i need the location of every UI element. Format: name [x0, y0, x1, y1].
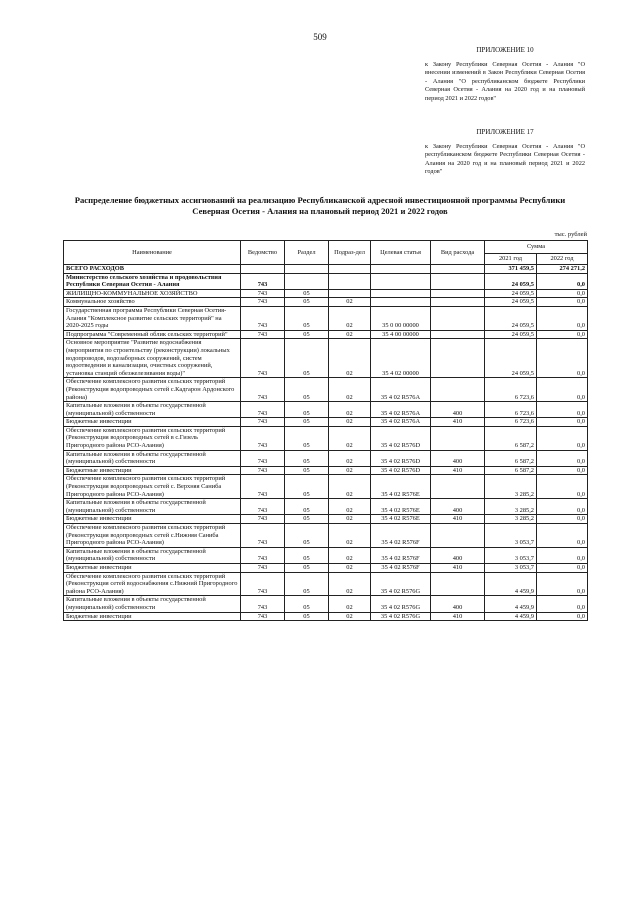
cell-target: 35 4 02 R576G: [371, 596, 431, 612]
cell-sec: [285, 265, 329, 274]
cell-y2022: 0,0: [537, 563, 588, 572]
table-row: [64, 265, 588, 274]
cell-y2021: 6 587,2: [485, 466, 537, 475]
cell-sec: 05: [285, 426, 329, 450]
cell-sub: 02: [329, 339, 371, 378]
cell-vr: 410: [431, 466, 485, 475]
cell-dept: 743: [241, 596, 285, 612]
header-subsection: Подраз-дел: [329, 241, 371, 265]
cell-dept: 743: [241, 515, 285, 524]
cell-y2021: 3 285,2: [485, 475, 537, 499]
cell-y2021: 24 059,5: [485, 289, 537, 298]
cell-target: 35 4 02 R576E: [371, 475, 431, 499]
header-2021: 2021 год: [485, 254, 537, 265]
cell-y2022: 0,0: [537, 418, 588, 427]
table-row: [64, 330, 588, 339]
cell-y2022: 0,0: [537, 426, 588, 450]
cell-sub: 02: [329, 450, 371, 466]
cell-target: [371, 265, 431, 274]
appendix-17-text: к Закону Республики Северная Осетия - Алания "О республиканском бюджете Республики Северная Осетия - Алания на 2020 год и на плановый период 2021 и 2022 годов": [425, 142, 585, 176]
cell-dept: 743: [241, 475, 285, 499]
cell-sec: 05: [285, 402, 329, 418]
cell-sub: 02: [329, 572, 371, 596]
header-sum: Сумма: [485, 241, 588, 254]
cell-target: 35 4 02 R576G: [371, 572, 431, 596]
cell-vr: 410: [431, 563, 485, 572]
cell-y2021: 4 459,9: [485, 596, 537, 612]
cell-target: 35 4 02 R576E: [371, 499, 431, 515]
cell-target: 35 4 02 R576A: [371, 418, 431, 427]
cell-sec: 05: [285, 450, 329, 466]
cell-y2022: 0,0: [537, 475, 588, 499]
cell-name: Обеспечение комплексного развития сельских территорий (Реконструкция сетей водоснабжения с.Нижний Пригородного района РСО-Алания): [64, 572, 241, 596]
cell-sec: [285, 273, 329, 289]
cell-name: Капитальные вложения в объекты государственной (муниципальной) собственности: [64, 499, 241, 515]
cell-dept: 743: [241, 289, 285, 298]
cell-vr: [431, 306, 485, 330]
cell-name: Основное мероприятие "Развитие водоснабжения (мероприятия по строительству (реконструкции) локальных водопроводов, водозаборных сооружений, систем водоотведения и канализации, очистных сооружений, установка станций обезжелезивания воды)": [64, 339, 241, 378]
cell-target: 35 4 02 R576D: [371, 426, 431, 450]
table-row: [64, 298, 588, 307]
cell-sub: 02: [329, 515, 371, 524]
table-row: [64, 515, 588, 524]
cell-sub: 02: [329, 306, 371, 330]
cell-y2022: 0,0: [537, 612, 588, 621]
cell-y2022: 0,0: [537, 450, 588, 466]
units-label: тыс. рублей: [554, 231, 587, 238]
cell-y2022: 0,0: [537, 402, 588, 418]
cell-dept: 743: [241, 563, 285, 572]
budget-table: [63, 240, 588, 621]
cell-sub: 02: [329, 499, 371, 515]
cell-sec: 05: [285, 306, 329, 330]
header-expense-type: Вид расхода: [431, 241, 485, 265]
cell-name: ЖИЛИЩНО-КОММУНАЛЬНОЕ ХОЗЯЙСТВО: [64, 289, 241, 298]
cell-name: Обеспечение комплексного развития сельских территорий (Реконструкция водопроводных сетей в с.Гизель Пригородного района РСО-Алания): [64, 426, 241, 450]
cell-sec: 05: [285, 547, 329, 563]
cell-vr: 410: [431, 418, 485, 427]
cell-name: Министерство сельского хозяйства и продовольствия Республики Северная Осетия - Алания: [64, 273, 241, 289]
cell-target: 35 4 02 R576D: [371, 450, 431, 466]
cell-y2021: 24 059,5: [485, 330, 537, 339]
cell-name: Бюджетные инвестиции: [64, 612, 241, 621]
cell-vr: [431, 426, 485, 450]
table-row: [64, 547, 588, 563]
cell-name: ВСЕГО РАСХОДОВ: [64, 265, 241, 274]
cell-sub: 02: [329, 418, 371, 427]
cell-target: [371, 289, 431, 298]
cell-sec: 05: [285, 289, 329, 298]
cell-target: 35 4 02 R576G: [371, 612, 431, 621]
cell-sub: 02: [329, 298, 371, 307]
appendix-10-heading: ПРИЛОЖЕНИЕ 10: [476, 46, 534, 54]
cell-y2021: 3 285,2: [485, 499, 537, 515]
cell-sec: 05: [285, 596, 329, 612]
cell-dept: 743: [241, 450, 285, 466]
cell-y2021: 6 723,6: [485, 418, 537, 427]
cell-y2021: 6 587,2: [485, 450, 537, 466]
cell-sub: 02: [329, 547, 371, 563]
cell-target: 35 4 02 00000: [371, 339, 431, 378]
cell-target: 35 4 00 00000: [371, 330, 431, 339]
appendix-10-block: [425, 46, 585, 104]
cell-sec: 05: [285, 524, 329, 548]
cell-name: Коммунальное хозяйство: [64, 298, 241, 307]
table-row: [64, 378, 588, 402]
cell-name: Бюджетные инвестиции: [64, 563, 241, 572]
cell-vr: [431, 524, 485, 548]
header-2022: 2022 год: [537, 254, 588, 265]
cell-name: Государственная программа Республики Северная Осетия-Алания "Комплексное развитие сельских территорий" на 2020-2025 годы: [64, 306, 241, 330]
cell-y2022: 0,0: [537, 572, 588, 596]
table-row: [64, 426, 588, 450]
cell-y2021: 3 053,7: [485, 547, 537, 563]
cell-target: 35 4 02 R576F: [371, 524, 431, 548]
cell-sec: 05: [285, 466, 329, 475]
cell-sub: 02: [329, 563, 371, 572]
cell-y2021: 4 459,9: [485, 572, 537, 596]
cell-y2021: 24 059,5: [485, 339, 537, 378]
cell-name: Обеспечение комплексного развития сельских территорий (Реконструкция водопроводных сетей с. Верхняя Саниба Пригородного района РСО-Алания): [64, 475, 241, 499]
cell-name: Подпрограмма "Современный облик сельских территорий": [64, 330, 241, 339]
cell-name: Обеспечение комплексного развития сельских территорий (Реконструкция водопроводных сетей с.Нижняя Саниба Пригородного района РСО-Алания): [64, 524, 241, 548]
cell-dept: [241, 265, 285, 274]
cell-y2022: 0,0: [537, 547, 588, 563]
table-row: [64, 524, 588, 548]
cell-sub: 02: [329, 330, 371, 339]
cell-sec: 05: [285, 330, 329, 339]
cell-vr: [431, 298, 485, 307]
page-number: 509: [313, 32, 327, 42]
cell-vr: [431, 339, 485, 378]
cell-y2022: 0,0: [537, 273, 588, 289]
cell-vr: 400: [431, 402, 485, 418]
cell-name: Бюджетные инвестиции: [64, 515, 241, 524]
cell-dept: 743: [241, 402, 285, 418]
cell-vr: 400: [431, 596, 485, 612]
header-target: Целевая статья: [371, 241, 431, 265]
cell-sec: 05: [285, 378, 329, 402]
cell-dept: 743: [241, 572, 285, 596]
table-row: [64, 306, 588, 330]
cell-sub: [329, 273, 371, 289]
cell-y2022: 0,0: [537, 289, 588, 298]
cell-dept: 743: [241, 418, 285, 427]
cell-y2021: 6 587,2: [485, 426, 537, 450]
cell-y2021: 3 053,7: [485, 563, 537, 572]
appendix-17-heading: ПРИЛОЖЕНИЕ 17: [476, 128, 534, 136]
cell-sec: 05: [285, 339, 329, 378]
cell-name: Обеспечение комплексного развития сельских территорий (Реконструкция водопроводных сетей с.Кадгарон Ардонского района): [64, 378, 241, 402]
cell-dept: 743: [241, 306, 285, 330]
cell-y2022: 0,0: [537, 515, 588, 524]
cell-target: [371, 273, 431, 289]
cell-y2022: 0,0: [537, 298, 588, 307]
cell-target: 35 4 02 R576F: [371, 547, 431, 563]
cell-dept: 743: [241, 298, 285, 307]
document-title: Распределение бюджетных ассигнований на реализацию Республиканской адресной инвестиционной программы Республики Северная Осетия - Алания на плановый период 2021 и 2022 годов: [74, 195, 566, 216]
cell-sub: 02: [329, 524, 371, 548]
cell-dept: 743: [241, 524, 285, 548]
cell-sec: 05: [285, 418, 329, 427]
cell-dept: 743: [241, 426, 285, 450]
cell-target: 35 0 00 00000: [371, 306, 431, 330]
cell-dept: 743: [241, 339, 285, 378]
cell-sub: 02: [329, 596, 371, 612]
cell-target: [371, 298, 431, 307]
cell-dept: 743: [241, 273, 285, 289]
cell-name: Капитальные вложения в объекты государственной (муниципальной) собственности: [64, 596, 241, 612]
cell-sec: 05: [285, 475, 329, 499]
cell-vr: [431, 273, 485, 289]
cell-y2021: 6 723,6: [485, 402, 537, 418]
header-dept: Ведомство: [241, 241, 285, 265]
cell-dept: 743: [241, 499, 285, 515]
cell-y2021: 4 459,9: [485, 612, 537, 621]
cell-target: 35 4 02 R576D: [371, 466, 431, 475]
cell-sec: 05: [285, 572, 329, 596]
cell-dept: 743: [241, 612, 285, 621]
cell-dept: 743: [241, 330, 285, 339]
table-row: [64, 466, 588, 475]
cell-y2022: 0,0: [537, 339, 588, 378]
header-section: Раздел: [285, 241, 329, 265]
cell-y2021: 24 059,5: [485, 273, 537, 289]
cell-vr: [431, 572, 485, 596]
cell-target: 35 4 02 R576E: [371, 515, 431, 524]
cell-y2022: 0,0: [537, 378, 588, 402]
table-row: [64, 339, 588, 378]
cell-y2022: 0,0: [537, 306, 588, 330]
appendix-17-block: [425, 128, 585, 177]
cell-sec: 05: [285, 298, 329, 307]
cell-y2021: 3 053,7: [485, 524, 537, 548]
cell-sub: 02: [329, 466, 371, 475]
cell-y2022: 0,0: [537, 466, 588, 475]
cell-vr: 400: [431, 547, 485, 563]
table-row: [64, 499, 588, 515]
cell-vr: [431, 378, 485, 402]
cell-y2021: 24 059,5: [485, 306, 537, 330]
cell-target: 35 4 02 R576A: [371, 402, 431, 418]
table-row: [64, 450, 588, 466]
cell-sub: [329, 265, 371, 274]
cell-sub: 02: [329, 378, 371, 402]
table-row: [64, 418, 588, 427]
cell-vr: [431, 330, 485, 339]
cell-target: 35 4 02 R576A: [371, 378, 431, 402]
cell-dept: 743: [241, 466, 285, 475]
cell-vr: [431, 289, 485, 298]
cell-sec: 05: [285, 499, 329, 515]
table-body: [64, 265, 588, 621]
cell-vr: 410: [431, 612, 485, 621]
cell-sub: 02: [329, 475, 371, 499]
table-row: [64, 475, 588, 499]
cell-y2021: 24 059,5: [485, 298, 537, 307]
cell-vr: 400: [431, 450, 485, 466]
cell-y2022: 274 271,2: [537, 265, 588, 274]
cell-y2022: 0,0: [537, 596, 588, 612]
cell-dept: 743: [241, 378, 285, 402]
cell-y2022: 0,0: [537, 524, 588, 548]
cell-dept: 743: [241, 547, 285, 563]
cell-vr: 410: [431, 515, 485, 524]
appendix-10-text: к Закону Республики Северная Осетия - Алания "О внесении изменений в Закон Республики Северная Осетия - Алания "О республиканском бюджете Республики Северная Осетия - Алания на 2020 год и на плановый период 2021 и 2022 годов": [425, 60, 585, 102]
cell-y2022: 0,0: [537, 499, 588, 515]
table-row: [64, 563, 588, 572]
cell-y2021: 371 459,5: [485, 265, 537, 274]
cell-name: Капитальные вложения в объекты государственной (муниципальной) собственности: [64, 547, 241, 563]
cell-sub: 02: [329, 402, 371, 418]
cell-vr: [431, 265, 485, 274]
table-row: [64, 596, 588, 612]
cell-vr: 400: [431, 499, 485, 515]
cell-name: Бюджетные инвестиции: [64, 466, 241, 475]
cell-sec: 05: [285, 612, 329, 621]
cell-name: Капитальные вложения в объекты государственной (муниципальной) собственности: [64, 402, 241, 418]
cell-sub: 02: [329, 426, 371, 450]
header-name: Наименование: [64, 241, 241, 265]
cell-name: Капитальные вложения в объекты государственной (муниципальной) собственности: [64, 450, 241, 466]
cell-sec: 05: [285, 515, 329, 524]
table-row: [64, 273, 588, 289]
table-row: [64, 572, 588, 596]
cell-y2022: 0,0: [537, 330, 588, 339]
cell-y2021: 6 723,6: [485, 378, 537, 402]
table-row: [64, 612, 588, 621]
cell-vr: [431, 475, 485, 499]
cell-name: Бюджетные инвестиции: [64, 418, 241, 427]
cell-sec: 05: [285, 563, 329, 572]
table-row: [64, 402, 588, 418]
cell-sub: [329, 289, 371, 298]
cell-target: 35 4 02 R576F: [371, 563, 431, 572]
cell-sub: 02: [329, 612, 371, 621]
table-row: [64, 289, 588, 298]
cell-y2021: 3 285,2: [485, 515, 537, 524]
